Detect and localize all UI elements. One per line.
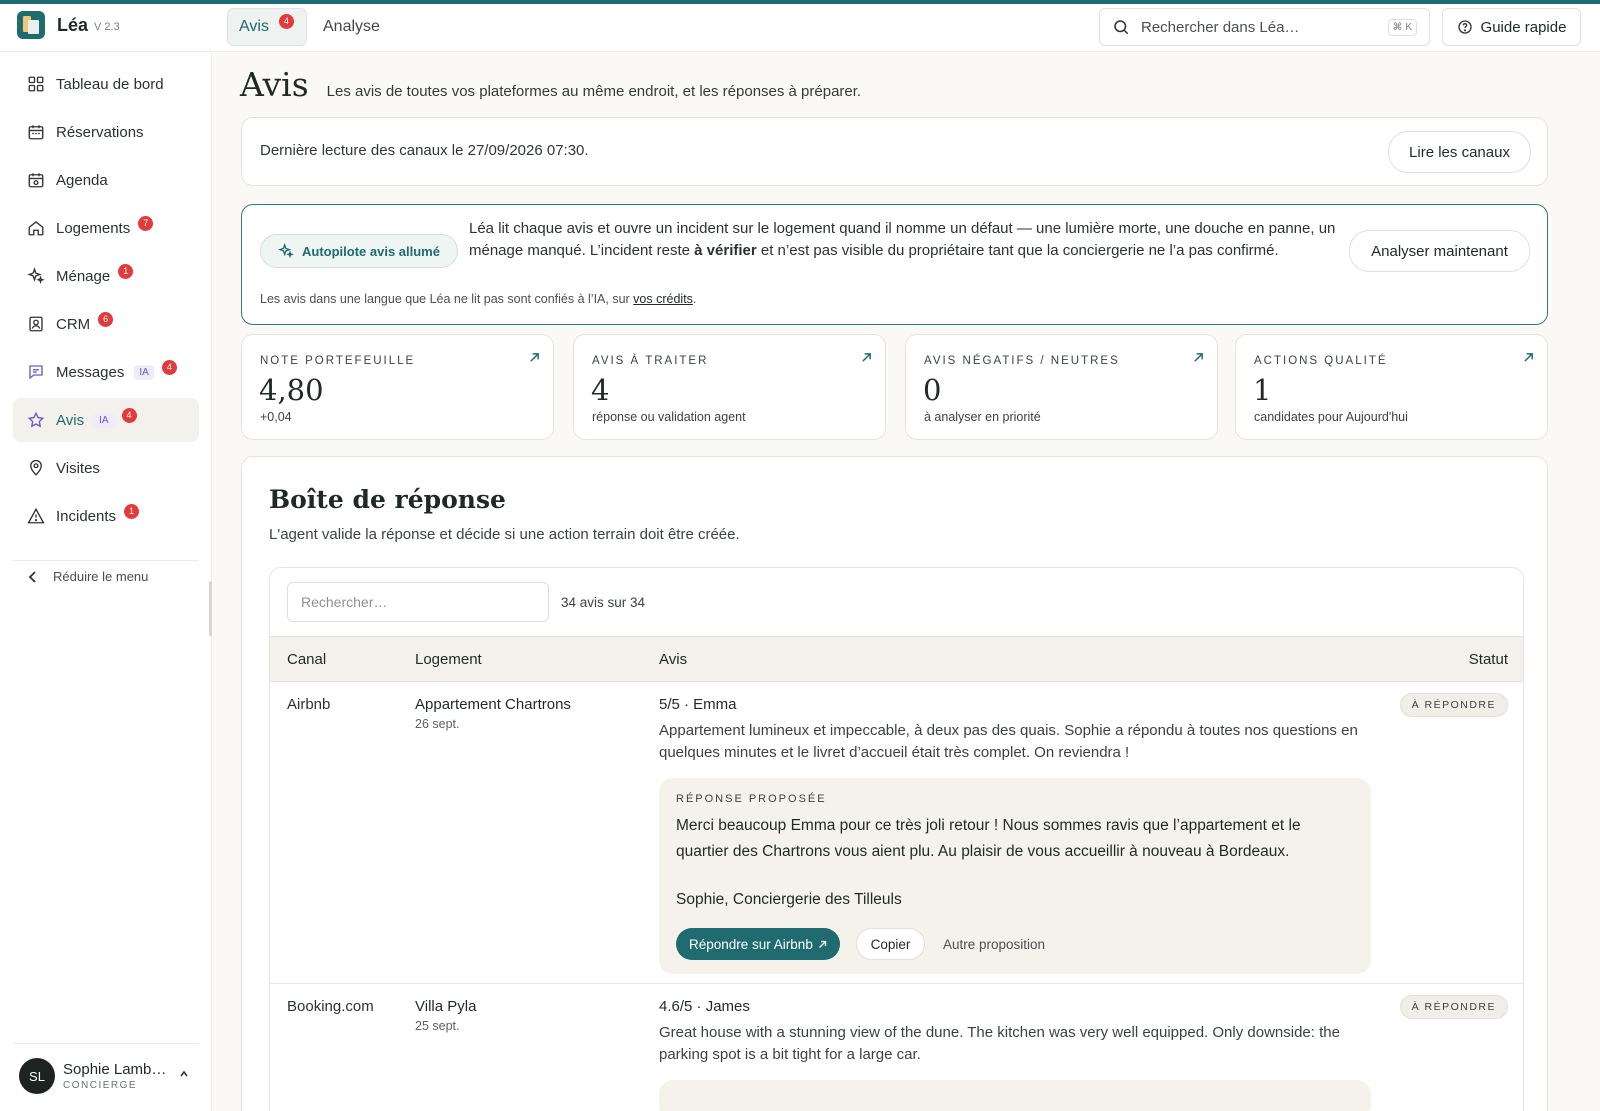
cell-date: 26 sept.: [415, 717, 460, 731]
chevron-up-icon: [179, 1070, 189, 1078]
autopilot-card: [241, 204, 1548, 325]
calendar-icon: [27, 123, 45, 141]
map-pin-icon: [27, 459, 45, 477]
grid-icon: [27, 75, 45, 93]
sidebar-item-label: Tableau de bord: [56, 75, 164, 93]
cell-logement[interactable]: Villa Pyla: [415, 998, 477, 1015]
sidebar-item-label: Réservations: [56, 123, 144, 141]
search-icon: [1112, 18, 1130, 36]
brand-name: Léa: [57, 14, 89, 35]
arrow-up-right-icon: [1523, 352, 1534, 363]
read-channels-button[interactable]: Lire les canaux: [1388, 131, 1531, 173]
autopilot-status-tag[interactable]: [260, 234, 458, 268]
kpi-label: AVIS À TRAITER: [592, 355, 709, 367]
sidebar-item-label: Logements: [56, 219, 131, 237]
sidebar-item-dashboard[interactable]: [13, 62, 199, 106]
kpi-card-quality-actions[interactable]: [1235, 334, 1548, 440]
sidebar-item-visites[interactable]: [13, 446, 199, 490]
sidebar-badge: 7: [138, 216, 153, 231]
reply-button-label: Répondre sur Airbnb: [689, 936, 813, 952]
top-bar: [0, 4, 1600, 52]
kpi-label: AVIS NÉGATIFS / NEUTRES: [924, 355, 1120, 367]
ia-tag: IA: [134, 365, 153, 380]
global-search[interactable]: [1099, 8, 1430, 46]
sidebar-item-incidents[interactable]: [13, 494, 199, 538]
home-icon: [27, 219, 45, 237]
ia-tag: IA: [94, 413, 113, 428]
collapse-menu-label: Réduire le menu: [53, 569, 149, 584]
kpi-value: 4,80: [259, 373, 324, 407]
sidebar-item-reservations[interactable]: [13, 110, 199, 154]
sidebar-divider: [13, 560, 199, 561]
sidebar-scrollbar[interactable]: [209, 581, 212, 636]
cell-canal: Airbnb: [287, 696, 331, 713]
sidebar-item-crm[interactable]: [13, 302, 199, 346]
credits-link[interactable]: vos crédits: [633, 292, 693, 306]
table-header: [270, 636, 1524, 682]
column-header-avis[interactable]: Avis: [659, 651, 688, 668]
page-title: Avis: [240, 65, 309, 104]
status-badge: À RÉPONDRE: [1400, 693, 1508, 717]
sidebar: [0, 53, 212, 1111]
tab-avis[interactable]: [227, 8, 307, 46]
user-role: CONCIERGE: [63, 1080, 138, 1091]
channels-card: [241, 117, 1548, 186]
page-header: [240, 65, 861, 104]
tab-avis-label: Avis: [239, 18, 269, 35]
sidebar-item-logements[interactable]: [13, 206, 199, 250]
review-rating-author: 5/5 · Emma: [659, 696, 737, 713]
arrow-up-right-icon: [818, 940, 827, 949]
sparkles-icon: [27, 267, 45, 285]
kpi-card-reviews-to-process[interactable]: [573, 334, 886, 440]
kpi-card-negative-reviews[interactable]: [905, 334, 1218, 440]
inbox-title: Boîte de réponse: [269, 485, 506, 514]
reviews-table: [269, 567, 1524, 1111]
cell-canal: Booking.com: [287, 998, 374, 1015]
user-name: Sophie Lamb…: [63, 1061, 167, 1078]
kpi-sub: candidates pour Aujourd'hui: [1254, 410, 1408, 424]
autopilot-description: Léa lit chaque avis et ouvre un incident sur le logement quand il nomme un défaut — une lumière morte, une douche en panne, un ménage manqué. L’incident reste à vérifier et n’est pas visible du propriétaire tant que la conciergerie ne l’a pas confirmé.: [469, 220, 1336, 259]
page-subtitle: Les avis de toutes vos plateformes au même endroit, et les réponses à préparer.: [326, 83, 862, 100]
contact-card-icon: [27, 315, 45, 333]
cell-date: 25 sept.: [415, 1019, 460, 1033]
autopilot-note: Les avis dans une langue que Léa ne lit pas sont confiés à l’IA, sur vos crédits.: [260, 292, 697, 306]
brand-version: V 2.3: [94, 21, 120, 33]
proposed-reply-signature: Sophie, Conciergerie des Tilleuls: [676, 891, 902, 908]
other-proposal-button[interactable]: Autre proposition: [943, 937, 1046, 952]
sidebar-item-label: Agenda: [56, 171, 108, 189]
review-rating-author: 4.6/5 · James: [659, 998, 750, 1015]
column-header-logement[interactable]: Logement: [415, 651, 482, 668]
table-row[interactable]: [270, 984, 1524, 1111]
arrow-up-right-icon: [861, 352, 872, 363]
reviews-count: 34 avis sur 34: [561, 595, 646, 610]
sidebar-badge: 1: [118, 264, 133, 279]
review-text: Great house with a stunning view of the dune. The kitchen was very well equipped. Only downside: the parking spot is a bit tight for a large car.: [659, 1024, 1340, 1063]
kpi-value: 1: [1253, 373, 1272, 407]
kpi-label: ACTIONS QUALITÉ: [1254, 355, 1388, 367]
analyse-now-button[interactable]: Analyser maintenant: [1349, 230, 1530, 272]
main-content: [213, 53, 1600, 1111]
sidebar-badge: 6: [98, 312, 113, 327]
sidebar-item-messages[interactable]: [13, 350, 199, 394]
avatar: SL: [19, 1058, 55, 1094]
help-circle-icon: [1457, 19, 1473, 35]
tab-avis-badge: 4: [279, 14, 294, 29]
calendar-check-icon: [27, 171, 45, 189]
proposed-reply-label: RÉPONSE PROPOSÉE: [676, 793, 827, 805]
sidebar-item-label: Messages: [56, 363, 125, 381]
kpi-value: 0: [923, 373, 942, 407]
kpi-sub: réponse ou validation agent: [592, 410, 746, 424]
column-header-statut[interactable]: Statut: [1468, 651, 1508, 668]
proposed-reply: [659, 778, 1371, 974]
kpi-value: 4: [591, 373, 610, 407]
sidebar-badge: 4: [162, 360, 177, 375]
kpi-sub: +0,04: [260, 410, 292, 424]
sidebar-item-avis[interactable]: [13, 398, 199, 442]
message-icon: [27, 363, 45, 381]
review-text: Appartement lumineux et impeccable, à deux pas des quais. Sophie a répondu à toutes nos questions en quelques minutes et le livret d’accueil était très complet. On reviendra !: [659, 722, 1358, 761]
star-icon: [27, 411, 45, 429]
status-badge: À RÉPONDRE: [1400, 995, 1508, 1019]
proposed-reply-text: Merci beaucoup Emma pour ce très joli retour ! Nous sommes ravis que l’appartement et le quartier des Chartrons vous aient plu. Au plaisir de vous accueillir à nouveau à Bordeaux.: [676, 817, 1301, 860]
column-header-canal[interactable]: Canal: [287, 651, 327, 668]
inbox-subtitle: L'agent valide la réponse et décide si une action terrain doit être créée.: [269, 526, 740, 543]
warning-icon: [27, 507, 45, 525]
reviews-search-input[interactable]: [287, 582, 549, 622]
kpi-label: NOTE PORTEFEUILLE: [260, 355, 416, 367]
sidebar-divider: [13, 1043, 199, 1044]
reply-inbox: [241, 456, 1548, 1111]
sidebar-item-menage[interactable]: [13, 254, 199, 298]
search-shortcut: ⌘ K: [1388, 19, 1417, 36]
guide-button[interactable]: [1442, 8, 1581, 46]
arrow-up-right-icon: [529, 352, 540, 363]
collapse-menu-button[interactable]: [27, 569, 148, 584]
sidebar-badge: 4: [122, 408, 137, 423]
autopilot-tag-label: Autopilote avis allumé: [302, 243, 440, 259]
global-search-placeholder: Rechercher dans Léa…: [1141, 18, 1300, 36]
user-menu[interactable]: [19, 1058, 166, 1094]
guide-button-label: Guide rapide: [1480, 18, 1567, 36]
sidebar-badge: 1: [124, 504, 139, 519]
kpi-card-portfolio-rating[interactable]: [241, 334, 554, 440]
cell-logement[interactable]: Appartement Chartrons: [415, 696, 571, 713]
chevron-left-icon: [27, 570, 39, 584]
table-row[interactable]: [270, 682, 1524, 984]
sidebar-item-label: Ménage: [56, 267, 111, 285]
tab-analyse[interactable]: [323, 8, 380, 46]
sparkles-icon: [278, 243, 294, 259]
sidebar-item-label: Visites: [56, 459, 100, 477]
reply-on-airbnb-button[interactable]: [676, 928, 840, 960]
brand-logo: [17, 11, 45, 39]
sidebar-item-agenda[interactable]: [13, 158, 199, 202]
last-read-text: Dernière lecture des canaux le 27/09/2026 07:30.: [260, 142, 589, 159]
arrow-up-right-icon: [1193, 352, 1204, 363]
kpi-sub: à analyser en priorité: [924, 410, 1041, 424]
sidebar-item-label: CRM: [56, 315, 91, 333]
brand[interactable]: [17, 11, 120, 39]
sidebar-item-label: Incidents: [56, 507, 117, 525]
tab-analyse-label: Analyse: [323, 18, 380, 35]
copy-button[interactable]: Copier: [856, 928, 925, 960]
proposed-reply: [659, 1080, 1371, 1111]
sidebar-item-label: Avis: [56, 411, 85, 429]
